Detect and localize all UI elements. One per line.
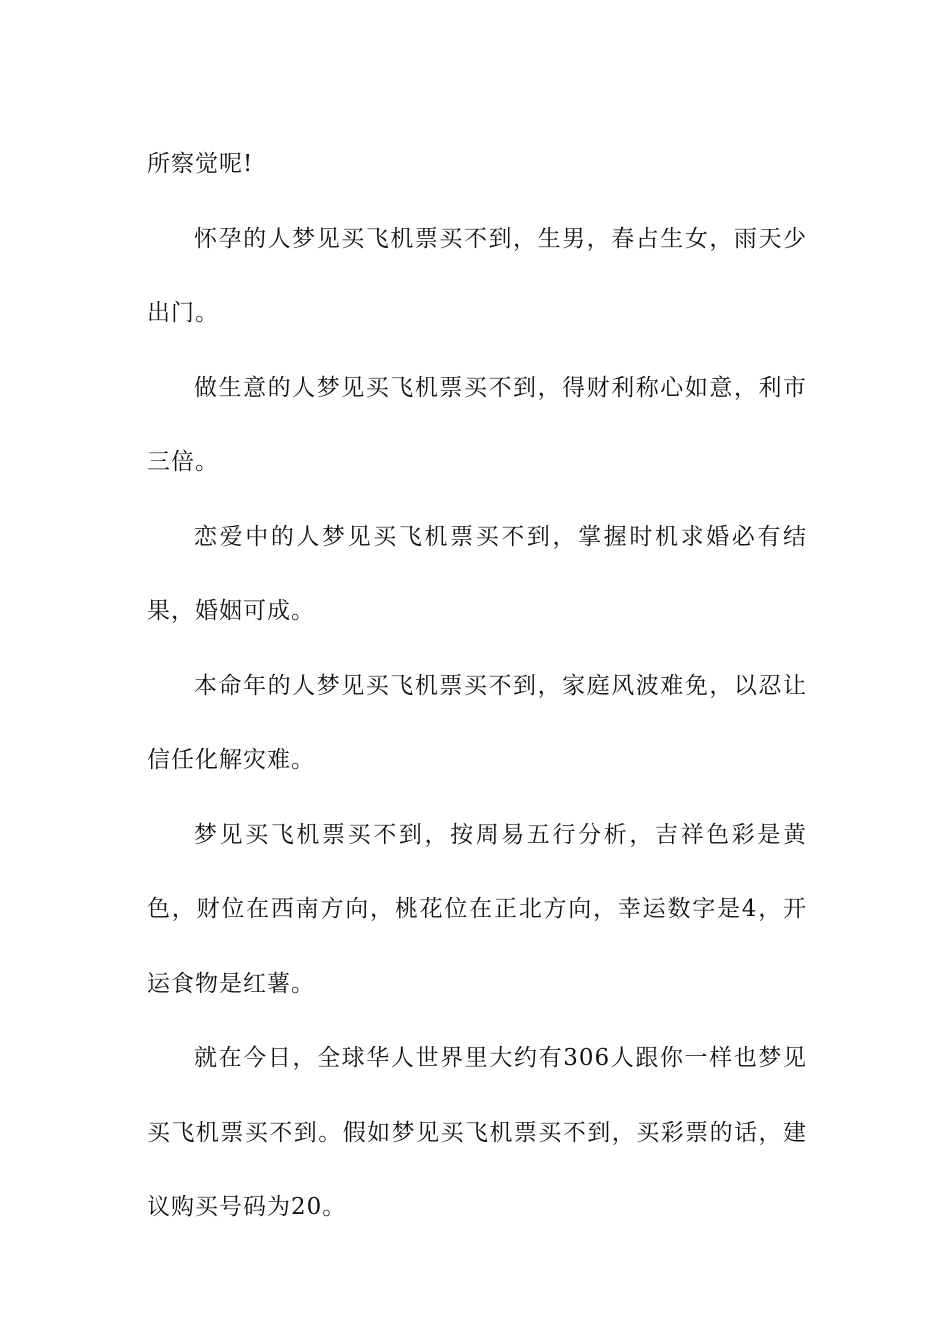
paragraph-five-elements: 梦见买飞机票买不到，按周易五行分析，吉祥色彩是黄色，财位在西南方向，桃花位在正北方向，幸运数字是4，开运食物是红薯。 xyxy=(147,821,807,997)
paragraph-business: 做生意的人梦见买飞机票买不到，得财利称心如意，利市三倍。 xyxy=(147,374,807,475)
paragraph-zodiac-year: 本命年的人梦见买飞机票买不到，家庭风波难免，以忍让信任化解灾难。 xyxy=(147,672,807,773)
paragraph-romance: 恋爱中的人梦见买飞机票买不到，掌握时机求婚必有结果，婚姻可成。 xyxy=(147,523,807,624)
paragraph-pregnant: 怀孕的人梦见买飞机票买不到，生男，春占生女，雨天少出门。 xyxy=(147,225,807,326)
paragraph-lottery: 就在今日，全球华人世界里大约有306人跟你一样也梦见买飞机票买不到。假如梦见买飞机票买不到，买彩票的话，建议购买号码为20。 xyxy=(147,1045,807,1220)
paragraph-continuation: 所察觉呢! xyxy=(147,151,254,177)
document-body xyxy=(147,127,807,1245)
